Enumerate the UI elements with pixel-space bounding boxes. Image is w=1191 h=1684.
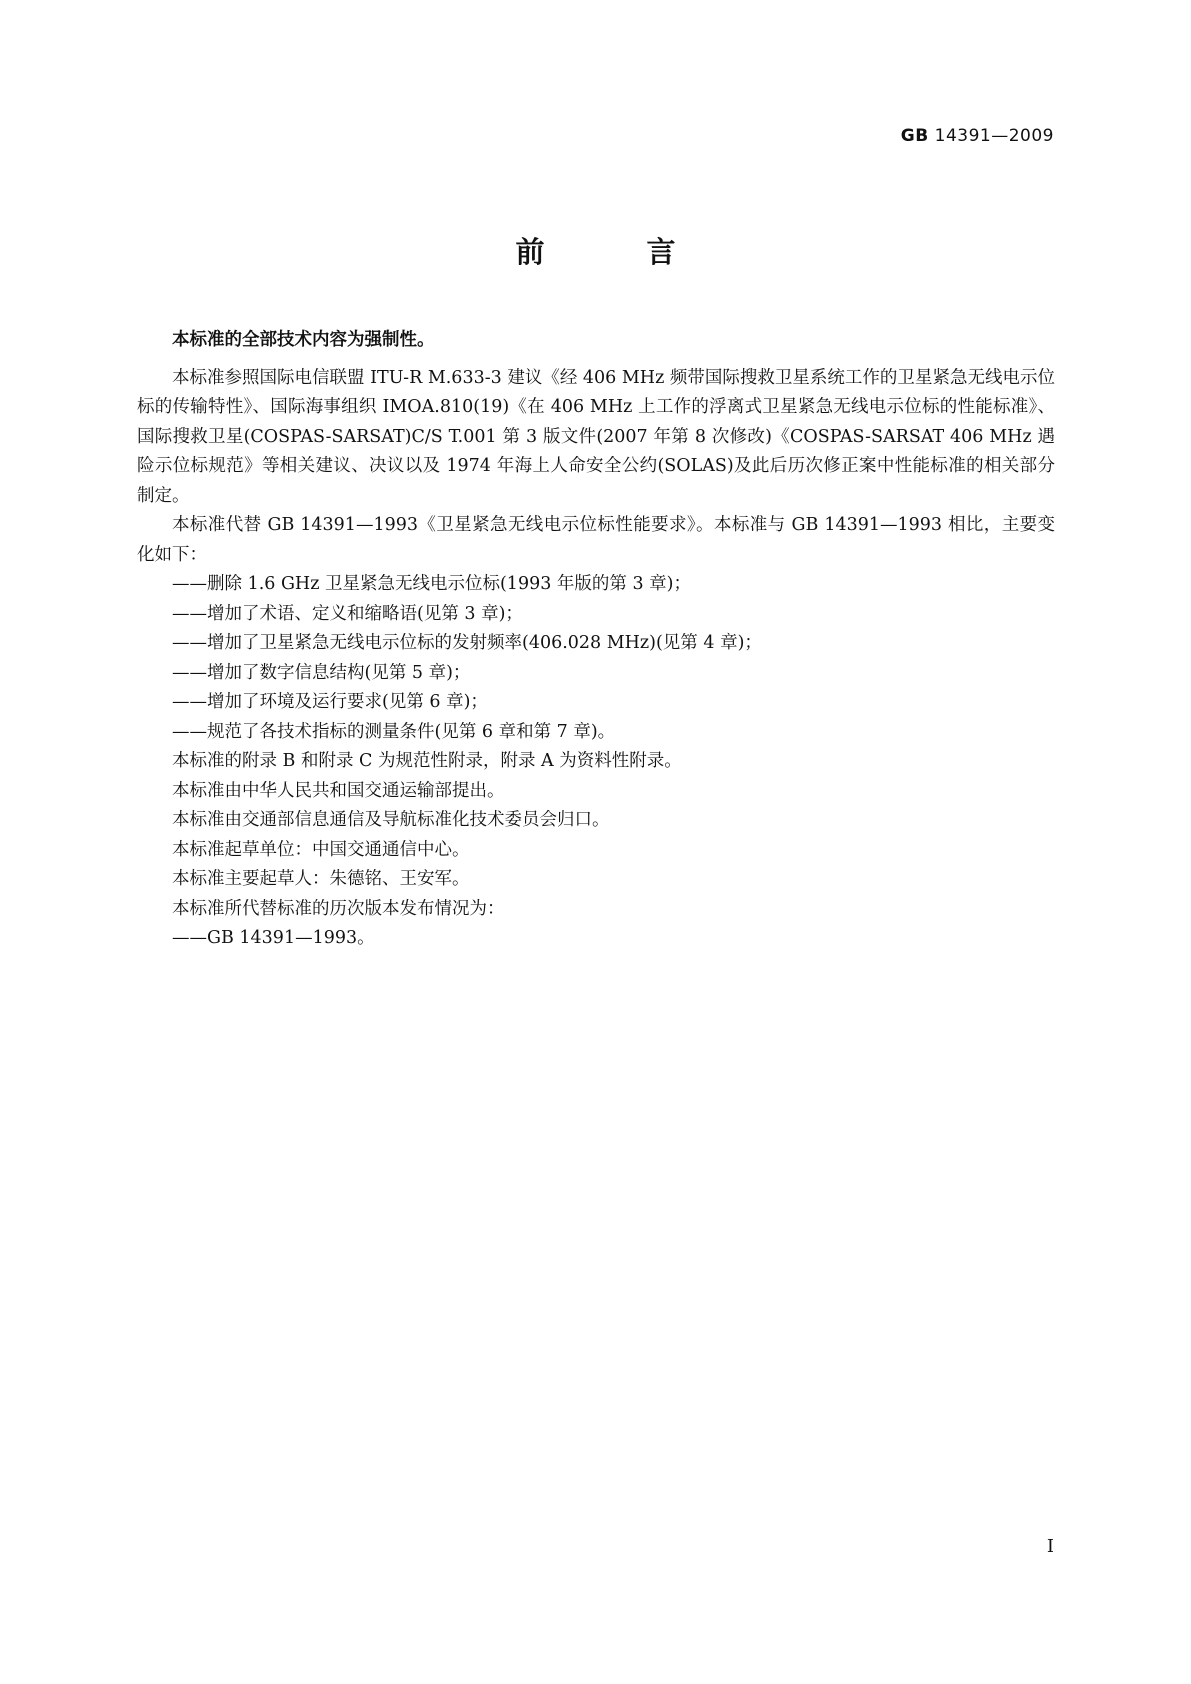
change-item: ——增加了术语、定义和缩略语(见第 3 章)；	[172, 603, 523, 624]
change-item: ——增加了卫星紧急无线电示位标的发射频率(406.028 MHz)(见第 4 章)；	[172, 633, 762, 653]
change-item: ——规范了各技术指标的测量条件(见第 6 章和第 7 章)。	[172, 721, 616, 742]
proposer-paragraph: 本标准由中华人民共和国交通运输部提出。	[172, 780, 505, 801]
history-item: ——GB 14391—1993。	[172, 928, 375, 948]
drafting-unit-paragraph: 本标准起草单位：中国交通通信中心。	[172, 839, 470, 860]
change-item: ——增加了数字信息结构(见第 5 章)；	[172, 662, 471, 683]
mandatory-statement: 本标准的全部技术内容为强制性。	[172, 330, 435, 350]
committee-paragraph: 本标准由交通部信息通信及导航标准化技术委员会归口。	[172, 810, 610, 830]
standard-code: 14391—2009	[934, 126, 1054, 146]
reference-paragraph: 本标准参照国际电信联盟 ITU-R M.633-3 建议《经 406 MHz 频带国际搜救卫星系统工作的卫星紧急无线电示位标的传输特性》、国际海事组织 IMOA.810(19)《在 406 MHz 上工作的浮离式卫星紧急无线电示位标的性能标准》、国际搜救卫星(COSPAS-SARSAT)C/S T.001 第 3 版文件(2007 年第 8 次修改)《COSPAS-SARSAT 406 MHz 遇险示位标规范》等相关建议、决议以及 1974 年海上人命安全公约(SOLAS)及此后历次修正案中性能标准的相关部分制定。	[137, 367, 1055, 506]
change-item: ——增加了环境及运行要求(见第 6 章)；	[172, 692, 488, 712]
standard-number	[901, 126, 1054, 146]
replacement-paragraph: 本标准代替 GB 14391—1993《卫星紧急无线电示位标性能要求》。本标准与 GB 14391—1993 相比，主要变化如下：	[137, 515, 1055, 565]
history-paragraph: 本标准所代替标准的历次版本发布情况为：	[172, 898, 505, 919]
change-item: ——删除 1.6 GHz 卫星紧急无线电示位标(1993 年版的第 3 章)；	[172, 574, 691, 594]
page-number: I	[1046, 1536, 1054, 1557]
standard-prefix: GB	[900, 126, 929, 146]
drafters-paragraph: 本标准主要起草人：朱德铭、王安军。	[172, 869, 470, 889]
page-title: 前 言	[515, 235, 722, 269]
foreword-body	[137, 326, 1055, 954]
appendix-paragraph: 本标准的附录 B 和附录 C 为规范性附录，附录 A 为资料性附录。	[172, 751, 682, 771]
